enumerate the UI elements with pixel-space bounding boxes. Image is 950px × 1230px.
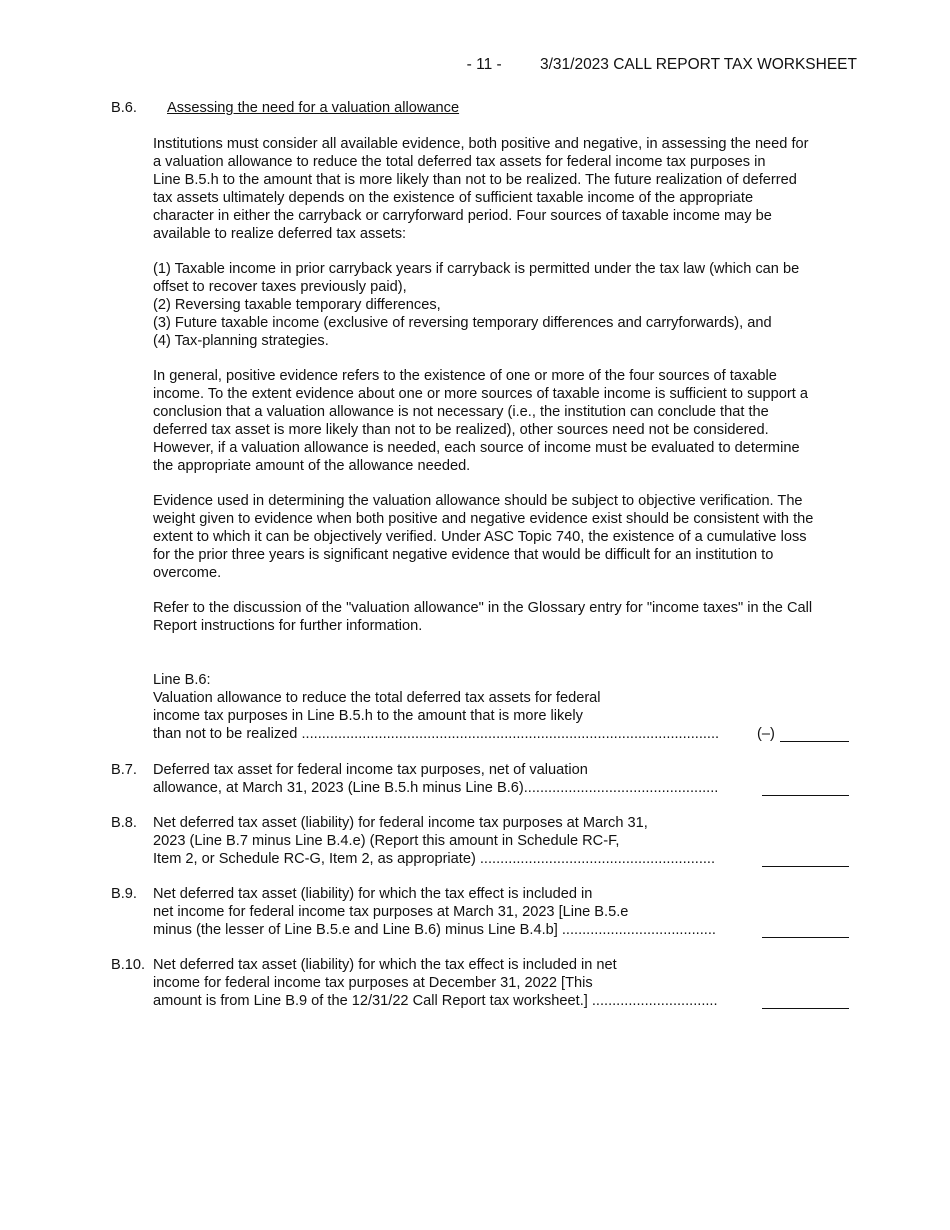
text-line: the appropriate amount of the allowance needed. bbox=[153, 457, 471, 474]
item-b10-text bbox=[153, 957, 718, 1011]
text-line: extent to which it can be objectively verified. Under ASC Topic 740, the existence of a cumulative loss bbox=[153, 528, 807, 545]
text-line: Line B.5.h to the amount that is more likely than not to be realized. The future realization of deferred bbox=[153, 171, 797, 188]
item-b9-entry-blank[interactable] bbox=[762, 937, 849, 938]
text-line: Report instructions for further information. bbox=[153, 617, 423, 634]
text-line: Valuation allowance to reduce the total deferred tax assets for federal bbox=[153, 689, 601, 706]
paragraph-positive-evidence bbox=[153, 368, 863, 475]
text-line: Deferred tax asset for federal income tax purposes, net of valuation bbox=[153, 762, 588, 778]
text-line: minus (the lesser of Line B.5.e and Line B.6) minus Line B.4.b] ...................................... bbox=[153, 921, 716, 938]
list-item: offset to recover taxes previously paid), bbox=[153, 278, 407, 295]
text-line: Net deferred tax asset (liability) for federal income tax purposes at March 31, bbox=[153, 815, 648, 831]
text-line: Item 2, or Schedule RC-G, Item 2, as appropriate) .......................................................... bbox=[153, 850, 716, 867]
line-b6-label: Line B.6: bbox=[153, 672, 211, 688]
text-line: overcome. bbox=[153, 564, 222, 581]
item-b10-entry-blank[interactable] bbox=[762, 1008, 849, 1009]
item-number: B.9. bbox=[111, 886, 137, 902]
item-b7-text bbox=[153, 762, 718, 798]
text-line: tax assets ultimately depends on the existence of sufficient taxable income of the appropriate bbox=[153, 189, 754, 206]
text-line: weight given to evidence when both positive and negative evidence exist should be consistent with the bbox=[153, 510, 814, 527]
text-line: income tax purposes in Line B.5.h to the amount that is more likely bbox=[153, 707, 583, 724]
paragraph-evidence bbox=[153, 136, 863, 243]
page-number: - 11 - bbox=[466, 56, 502, 73]
text-line: Net deferred tax asset (liability) for which the tax effect is included in net bbox=[153, 957, 617, 973]
line-b6-entry-blank[interactable] bbox=[780, 741, 849, 742]
worksheet-title: 3/31/2023 CALL REPORT TAX WORKSHEET bbox=[539, 56, 857, 73]
text-line: allowance, at March 31, 2023 (Line B.5.h minus Line B.6)................................................ bbox=[153, 779, 719, 796]
text-line: Refer to the discussion of the "valuation allowance" in the Glossary entry for "income taxes" in the Call bbox=[153, 600, 813, 616]
paragraph-verification bbox=[153, 493, 863, 583]
item-b8-entry-blank[interactable] bbox=[762, 866, 849, 867]
text-line: for the prior three years is significant negative evidence that would be difficult for an institution to bbox=[153, 546, 774, 563]
text-line: income for federal income tax purposes at December 31, 2022 [This bbox=[153, 974, 593, 991]
text-line: 2023 (Line B.7 minus Line B.4.e) (Report this amount in Schedule RC-F, bbox=[153, 832, 620, 849]
item-number: B.10. bbox=[111, 957, 146, 973]
text-line: a valuation allowance to reduce the total deferred tax assets for federal income tax purposes in bbox=[153, 153, 766, 170]
text-line: character in either the carryback or carryforward period. Four sources of taxable income may be bbox=[153, 207, 772, 224]
sources-list bbox=[153, 261, 863, 351]
list-item: (3) Future taxable income (exclusive of reversing temporary differences and carryforwards), and bbox=[153, 314, 772, 331]
text-line: net income for federal income tax purposes at March 31, 2023 [Line B.5.e bbox=[153, 903, 629, 920]
text-line: deferred tax asset is more likely than not to be realized), other sources need not be considered. bbox=[153, 421, 769, 438]
section-number: B.6. bbox=[111, 100, 137, 116]
text-line: In general, positive evidence refers to the existence of one or more of the four sources of taxable bbox=[153, 368, 777, 384]
text-line: than not to be realized ....................................................................................................... bbox=[153, 725, 720, 742]
list-item: (2) Reversing taxable temporary differences, bbox=[153, 296, 441, 313]
text-line: amount is from Line B.9 of the 12/31/22 Call Report tax worksheet.] ............................... bbox=[153, 992, 718, 1009]
text-line: Institutions must consider all available evidence, both positive and negative, in assessing the need for bbox=[153, 136, 809, 152]
page-header bbox=[467, 56, 857, 74]
section-title: Assessing the need for a valuation allowance bbox=[167, 100, 460, 116]
line-b6-block bbox=[153, 672, 719, 744]
text-line: available to realize deferred tax assets: bbox=[153, 225, 407, 242]
item-b8-text bbox=[153, 815, 715, 869]
text-line: However, if a valuation allowance is needed, each source of income must be evaluated to determine bbox=[153, 439, 800, 456]
list-item: (1) Taxable income in prior carryback years if carryback is permitted under the tax law (which can be bbox=[153, 261, 800, 277]
item-b9-text bbox=[153, 886, 716, 940]
item-b7-entry-blank[interactable] bbox=[762, 795, 849, 796]
text-line: Evidence used in determining the valuation allowance should be subject to objective verification. The bbox=[153, 493, 803, 509]
item-number: B.7. bbox=[111, 762, 137, 778]
text-line: conclusion that a valuation allowance is not necessary (i.e., the institution can conclude that the bbox=[153, 403, 769, 420]
text-line: Net deferred tax asset (liability) for which the tax effect is included in bbox=[153, 886, 593, 902]
paragraph-glossary-reference bbox=[153, 600, 863, 636]
list-item: (4) Tax-planning strategies. bbox=[153, 332, 329, 349]
minus-sign: (–) bbox=[757, 726, 775, 742]
item-number: B.8. bbox=[111, 815, 137, 831]
text-line: income. To the extent evidence about one or more sources of taxable income is sufficient to support a bbox=[153, 385, 808, 402]
